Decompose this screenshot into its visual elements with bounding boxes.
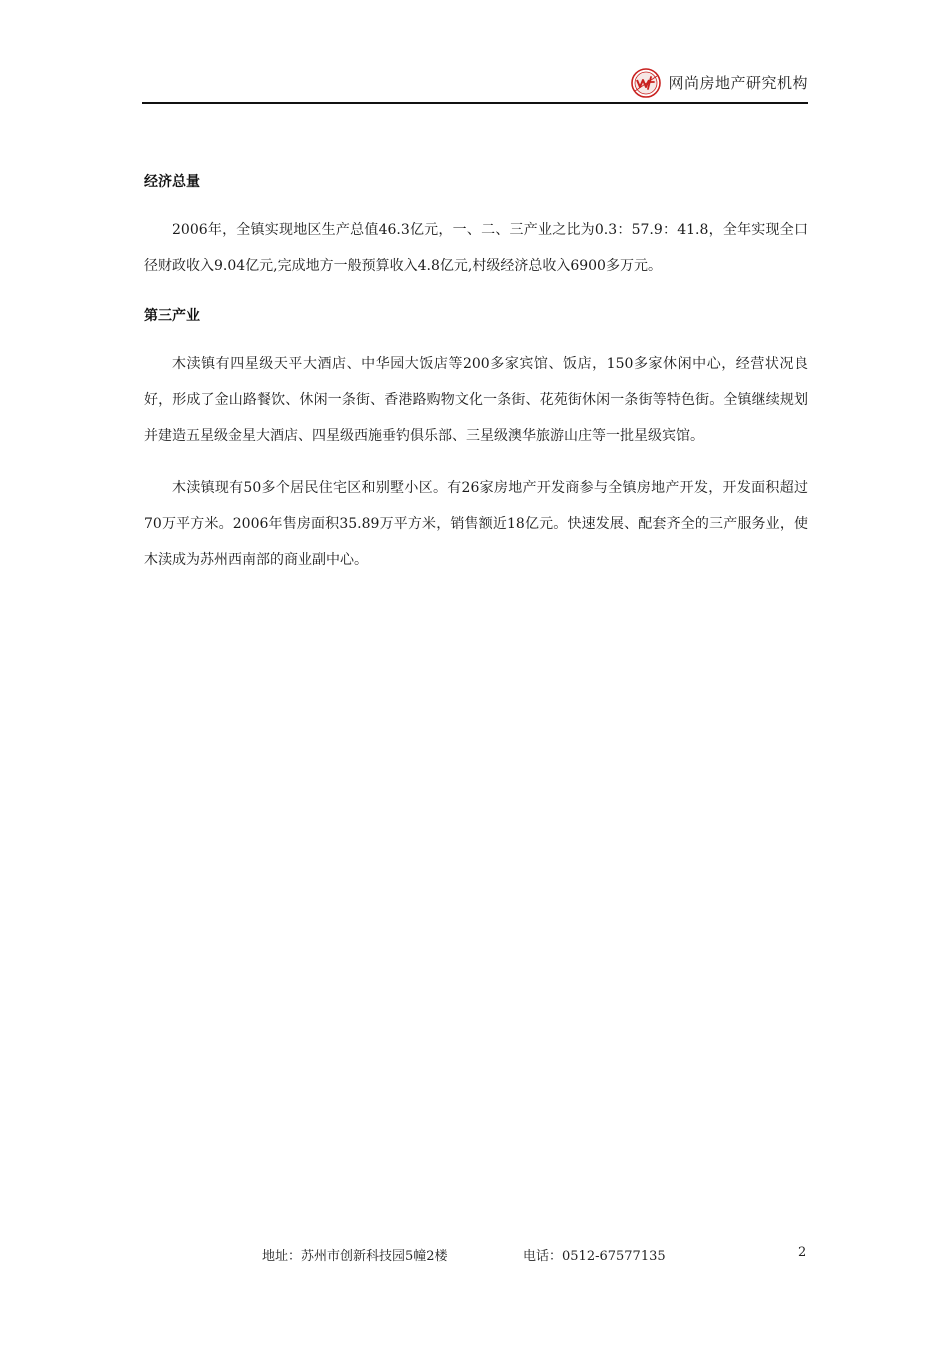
brand-name: 网尚房地产研究机构: [668, 74, 808, 92]
paragraph-economic-total: 2006年，全镇实现地区生产总值46.3亿元，一、二、三产业之比为0.3：57.9：41.8，全年实现全口径财政收入9.04亿元,完成地方一般预算收入4.8亿元,村级经济总收入6900多万元。: [144, 222, 808, 274]
header-divider: [142, 102, 808, 104]
institute-logo-icon: [630, 67, 662, 99]
paragraph-hotels: 木渎镇有四星级天平大酒店、中华园大饭店等200多家宾馆、饭店，150多家休闲中心，经营状况良好，形成了金山路餐饮、休闲一条街、香港路购物文化一条街、花苑街休闲一条街等特色街。全镇继续规划并建造五星级金星大酒店、四星级西施垂钓俱乐部、三星级澳华旅游山庄等一批星级宾馆。: [144, 356, 808, 444]
paragraph-real-estate: 木渎镇现有50多个居民住宅区和别墅小区。有26家房地产开发商参与全镇房地产开发，开发面积超过70万平方米。2006年售房面积35.89万平方米，销售额近18亿元。快速发展、配套齐全的三产服务业，使木渎成为苏州西南部的商业副中心。: [144, 480, 808, 568]
document-body: [144, 172, 808, 594]
page-footer: [0, 1245, 950, 1267]
footer-phone: 电话：0512-67577135: [523, 1249, 666, 1264]
page-header: [142, 66, 808, 104]
footer-address: 地址：苏州市创新科技园5幢2楼: [262, 1249, 448, 1264]
section-title-tertiary-industry: 第三产业: [144, 308, 200, 324]
page-number: 2: [798, 1245, 807, 1260]
section-title-economic-total: 经济总量: [144, 174, 200, 190]
header-brand: [630, 66, 808, 100]
